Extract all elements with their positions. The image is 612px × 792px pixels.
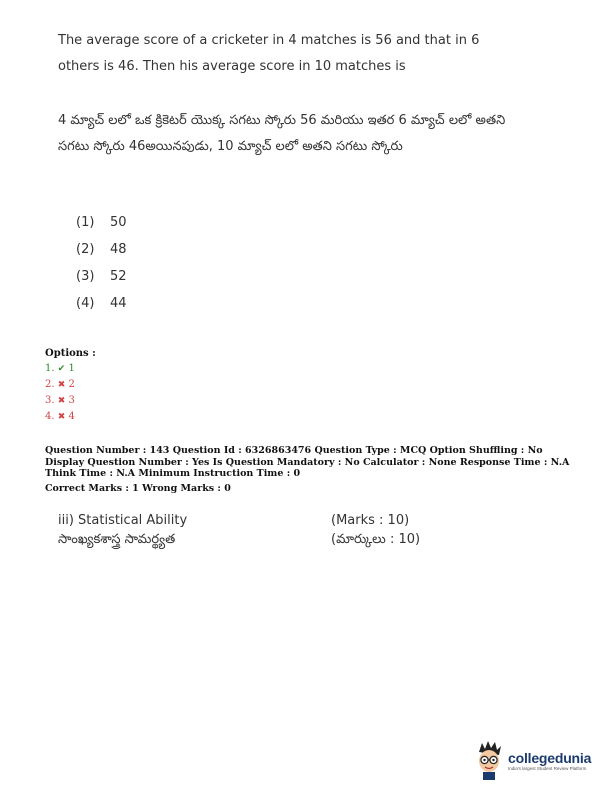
- brand-text: [508, 750, 591, 771]
- option-value: 4: [68, 411, 75, 422]
- option-1: [45, 361, 96, 377]
- cross-icon: ✖: [57, 380, 66, 390]
- option-4: [45, 409, 96, 425]
- choice-value: 50: [110, 215, 127, 230]
- section-title-telugu: సాంఖ్యకశాస్త్ర సామర్థ్యత: [58, 532, 176, 547]
- cross-icon: ✖: [57, 396, 66, 406]
- option-value: 2: [68, 379, 75, 390]
- answer-choices: [76, 215, 127, 323]
- option-value: 1: [68, 363, 75, 374]
- cross-icon: ✖: [57, 412, 66, 422]
- choice-number: (4): [76, 296, 95, 311]
- choice-1: [76, 215, 127, 242]
- options-heading: Options :: [45, 348, 96, 359]
- question-marks: Correct Marks : 1 Wrong Marks : 0: [45, 482, 231, 494]
- question-text-telugu: 4 మ్యాచ్ లలో ఒక క్రికెటర్ యొక్క సగటు స్కోరు 56 మరియు ఇతర 6 మ్యాచ్ లలో అతని సగటు స్కోరు 46అయినపుడు, 10 మ్యాచ్ లలో అతని సగటు స్కోరు: [58, 113, 506, 154]
- choice-2: [76, 242, 127, 269]
- section-header: [58, 511, 438, 549]
- option-index: 1.: [45, 363, 55, 374]
- choice-value: 52: [110, 269, 127, 284]
- choice-4: [76, 296, 127, 323]
- section-marks-telugu: (మార్కులు : 10): [331, 532, 421, 547]
- option-3: [45, 393, 96, 409]
- brand-tagline: India's largest Student Review Platform: [508, 765, 587, 771]
- choice-value: 48: [110, 242, 127, 257]
- brand-name: collegedunia: [508, 749, 592, 766]
- options-list: [45, 346, 96, 425]
- question-text-english: The average score of a cricketer in 4 matches is 56 and that in 6 others is 46. Then his average score in 10 matches is: [58, 33, 480, 74]
- mascot-icon: [474, 740, 504, 780]
- choice-3: [76, 269, 127, 296]
- section-marks-english: (Marks : 10): [331, 513, 410, 528]
- check-icon: ✔: [57, 364, 66, 374]
- option-value: 3: [68, 395, 75, 406]
- choice-value: 44: [110, 296, 127, 311]
- option-index: 4.: [45, 411, 55, 422]
- option-index: 3.: [45, 395, 55, 406]
- question-info: Question Number : 143 Question Id : 6326863476 Question Type : MCQ Option Shuffling : No Display Question Number : Yes Is Question Mandatory : No Calculator : None Response Time : N.A Think Time : N.A Minimum Instruction Time : 0: [45, 445, 570, 479]
- choice-number: (2): [76, 242, 95, 257]
- section-row-telugu: [58, 530, 438, 549]
- option-index: 2.: [45, 379, 55, 390]
- section-row-english: [58, 511, 438, 530]
- section-title-english: iii) Statistical Ability: [58, 513, 188, 528]
- choice-number: (1): [76, 215, 95, 230]
- option-2: [45, 377, 96, 393]
- collegedunia-logo: [474, 738, 612, 782]
- choice-number: (3): [76, 269, 95, 284]
- question-metadata: [45, 445, 570, 494]
